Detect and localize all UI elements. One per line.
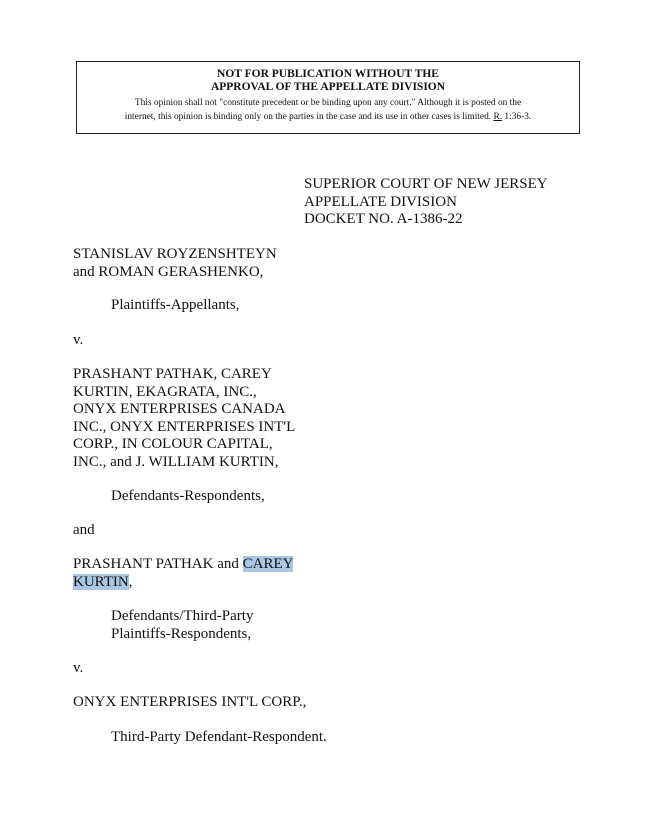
court-heading: [304, 176, 548, 229]
third-party-role-line-2: Plaintiffs-Respondents,: [111, 625, 252, 642]
and-conjunction: and: [73, 522, 95, 538]
court-name: SUPERIOR COURT OF NEW JERSEY: [304, 176, 548, 192]
third-party-defendant-name: ONYX ENTERPRISES INT'L CORP.,: [73, 694, 307, 710]
selected-text-highlight-continued[interactable]: KURTIN: [73, 573, 129, 590]
third-party-line-1-text: PRASHANT PATHAK and: [73, 556, 243, 572]
plaintiffs-line-2: and ROMAN GERASHENKO,: [73, 263, 264, 280]
versus-2: v.: [73, 660, 84, 676]
defendants-line-2: KURTIN, EKAGRATA, INC.,: [73, 383, 257, 400]
defendants-line-3: ONYX ENTERPRISES CANADA: [73, 401, 286, 417]
plaintiffs-names: [73, 246, 277, 281]
publication-notice-box: [76, 61, 580, 134]
defendants-line-1: PRASHANT PATHAK, CAREY: [73, 366, 272, 382]
docket-number: DOCKET NO. A-1386-22: [304, 211, 463, 227]
third-party-defendant-role: Third-Party Defendant-Respondent.: [111, 729, 327, 745]
defendants-line-6: INC., and J. WILLIAM KURTIN,: [73, 453, 279, 470]
third-party-line-1: [73, 556, 293, 574]
notice-body-line-2: [83, 111, 573, 125]
notice-title-line-1: NOT FOR PUBLICATION WITHOUT THE: [217, 68, 439, 80]
notice-body-line-2-text: internet, this opinion is binding only on the parties in the case and its use in other cases is limited.: [124, 111, 494, 122]
notice-title: [77, 68, 579, 94]
third-party-line-2: [73, 574, 293, 592]
notice-body: [77, 97, 579, 124]
selected-text-highlight[interactable]: CAREY: [242, 556, 294, 572]
notice-title-line-2: APPROVAL OF THE APPELLATE DIVISION: [210, 81, 446, 93]
rule-citation-number: 1:36-3.: [502, 111, 532, 122]
versus-1: v.: [73, 332, 84, 348]
defendants-line-5: CORP., IN COLOUR CAPITAL,: [73, 436, 273, 452]
court-division: APPELLATE DIVISION: [304, 193, 457, 210]
defendants-line-4: INC., ONYX ENTERPRISES INT'L: [73, 418, 296, 435]
third-party-plaintiffs-role: [111, 608, 253, 643]
third-party-plaintiffs-names: [73, 556, 293, 591]
plaintiffs-line-1: STANISLAV ROYZENSHTEYN: [73, 246, 277, 262]
defendants-names: [73, 366, 295, 471]
third-party-role-line-1: Defendants/Third-Party: [111, 608, 254, 624]
plaintiffs-role: Plaintiffs-Appellants,: [111, 297, 240, 313]
rule-citation-abbrev: R.: [493, 111, 503, 122]
notice-body-line-1: This opinion shall not "constitute precedent or be binding upon any court." Although it is posted on the: [134, 98, 522, 108]
defendants-role: Defendants-Respondents,: [111, 488, 265, 504]
third-party-line-2-comma: ,: [128, 573, 133, 590]
